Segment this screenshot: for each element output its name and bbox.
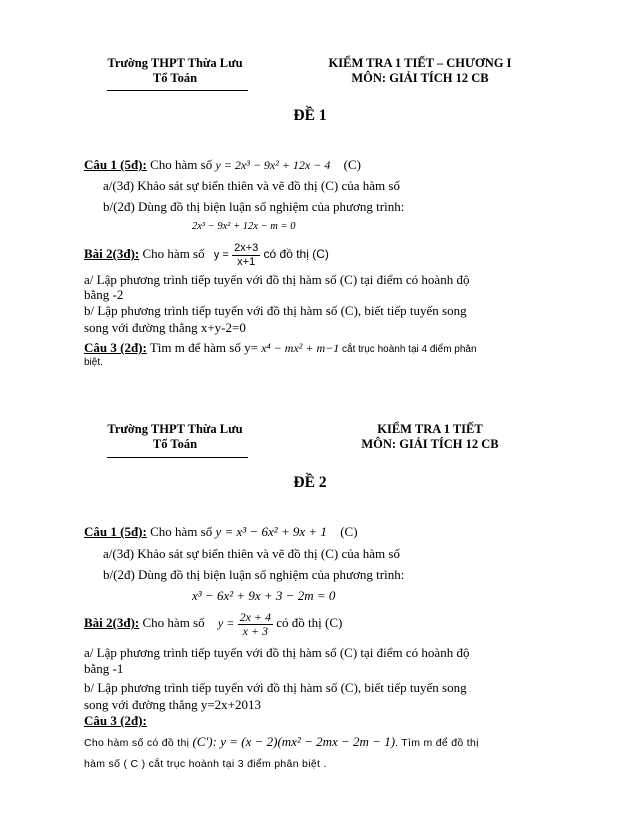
- question-3-text: Tìm m để hàm số y=: [146, 340, 262, 355]
- fraction-numerator: 2x + 4: [239, 609, 271, 624]
- exercise-2-fraction: [232, 242, 260, 269]
- exercise-2-text: Cho hàm số: [139, 615, 208, 630]
- question-1: [84, 524, 358, 540]
- question-3: [84, 340, 477, 356]
- exercise-2-label: Bài 2(3đ):: [84, 246, 140, 261]
- question-1-label: Câu 1 (5đ):: [84, 524, 147, 539]
- exercise-2b-line1: b/ Lập phương trình tiếp tuyến với đồ thị hàm số (C), biết tiếp tuyến song: [84, 303, 467, 318]
- school-name: Trường THPT Thừa Lưu: [107, 56, 243, 70]
- question-3-intro: Cho hàm số có đồ thị: [84, 737, 193, 749]
- question-1-graph-label: (C): [343, 157, 361, 172]
- exam-code: ĐỀ 1: [293, 107, 327, 124]
- test-title: KIỂM TRA 1 TIẾT: [377, 422, 483, 436]
- question-3-line2: hàm số ( C ) cắt trục hoành tại 3 điểm phân biệt .: [84, 758, 327, 770]
- exercise-2b-line2: song với đường thẳng y=2x+2013: [84, 697, 262, 712]
- department-name: Tổ Toán: [152, 437, 198, 451]
- fraction-denominator: x + 3: [242, 623, 268, 638]
- exercise-2-tail: có đồ thị (C): [276, 615, 343, 630]
- subject-title: MÔN: GIẢI TÍCH 12 CB: [361, 437, 499, 451]
- question-3-line1: [84, 734, 479, 750]
- header-underline: [107, 90, 248, 91]
- question-1-text: Cho hàm số: [146, 524, 216, 539]
- question-3-function: (C′): y = (x − 2)(mx² − 2mx − 2m − 1): [192, 734, 396, 749]
- question-1b: b/(2đ) Dùng đồ thị biện luận số nghiệm của phương trình:: [103, 199, 405, 214]
- question-3-function: x⁴ − mx² + m−1: [261, 341, 340, 355]
- exercise-2a-line2: bằng -1: [84, 661, 124, 676]
- question-3-label: Câu 3 (2đ):: [84, 340, 147, 355]
- question-1a: a/(3đ) Khảo sát sự biến thiên và vẽ đồ thị (C) của hàm số: [103, 546, 400, 561]
- exercise-2b-line2: song với đường thẳng x+y-2=0: [84, 320, 246, 335]
- test-title: KIỂM TRA 1 TIẾT – CHƯƠNG I: [328, 56, 512, 70]
- fraction-numerator: 2x+3: [234, 241, 259, 254]
- question-3-tail-line2: biệt.: [84, 357, 103, 368]
- question-1b-equation: 2x³ − 9x² + 12x − m = 0: [192, 221, 296, 232]
- department-name: Tổ Toán: [152, 71, 198, 85]
- question-1-function: y = 2x³ − 9x² + 12x − 4: [215, 158, 331, 172]
- exercise-2a-line2: bằng -2: [84, 287, 124, 302]
- exercise-2-y: y =: [217, 616, 235, 630]
- exercise-2a-line1: a/ Lập phương trình tiếp tuyến với đồ thị hàm số (C) tại điểm có hoành độ: [84, 272, 470, 287]
- question-1-label: Câu 1 (5đ):: [84, 157, 147, 172]
- exercise-2b-line1: b/ Lập phương trình tiếp tuyến với đồ thị hàm số (C), biết tiếp tuyến song: [84, 680, 467, 695]
- question-1: [84, 157, 361, 173]
- exercise-2: [84, 607, 342, 639]
- exercise-2-text: Cho hàm số: [139, 246, 208, 261]
- question-1-graph-label: (C): [340, 524, 358, 539]
- question-1-function: y = x³ − 6x² + 9x + 1: [215, 524, 327, 539]
- exercise-2a-line1: a/ Lập phương trình tiếp tuyến với đồ thị hàm số (C) tại điểm có hoành độ: [84, 645, 470, 660]
- fraction-denominator: x+1: [237, 255, 256, 268]
- question-3-label: [84, 713, 147, 729]
- question-1-text: Cho hàm số: [146, 157, 216, 172]
- exercise-2-tail: có đồ thị (C): [263, 247, 329, 261]
- subject-title: MÔN: GIẢI TÍCH 12 CB: [351, 71, 489, 85]
- exercise-2: [84, 240, 329, 269]
- question-1a: a/(3đ) Khảo sát sự biến thiên và vẽ đồ thị (C) của hàm số: [103, 178, 400, 193]
- question-3-label-text: Câu 3 (2đ):: [84, 713, 147, 728]
- question-3-task: . Tìm m để đồ thị: [395, 737, 479, 749]
- question-1b: b/(2đ) Dùng đồ thị biện luận số nghiệm của phương trình:: [103, 567, 405, 582]
- exercise-2-y: y =: [213, 249, 229, 261]
- question-3-tail: cắt trục hoành tại 4 điểm phân: [339, 344, 477, 355]
- exercise-2-label: Bài 2(3đ):: [84, 615, 140, 630]
- question-1b-equation: x³ − 6x² + 9x + 3 − 2m = 0: [192, 588, 336, 603]
- exam-code: ĐỀ 2: [293, 474, 327, 491]
- header-underline: [107, 457, 248, 458]
- school-name: Trường THPT Thừa Lưu: [107, 422, 243, 436]
- exercise-2-fraction: [238, 611, 273, 638]
